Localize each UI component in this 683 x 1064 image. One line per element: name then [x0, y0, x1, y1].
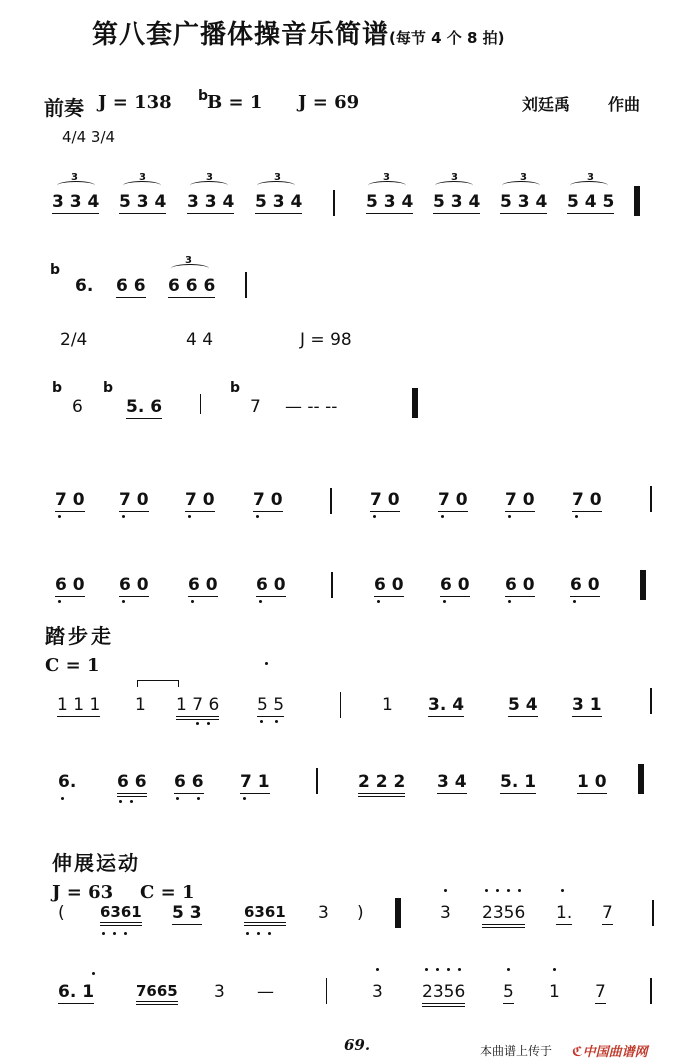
barline — [245, 272, 247, 298]
flat-icon: b — [198, 88, 209, 104]
flat-icon: b — [50, 262, 61, 278]
end-barline — [640, 570, 646, 600]
barline — [652, 900, 654, 926]
note-group: 5. 6 — [126, 397, 163, 417]
octave-dot — [425, 968, 428, 971]
note-group: 1 — [135, 695, 146, 715]
triplet-mark: 3 — [587, 172, 594, 183]
octave-dot — [575, 515, 578, 518]
triplet-mark: 3 — [274, 172, 281, 183]
note-group: 3 1 — [572, 695, 602, 715]
note-group: 5 3 4 — [433, 192, 481, 212]
note-group: 7 0 — [505, 490, 535, 510]
triplet-mark: 3 — [383, 172, 390, 183]
tie-arc — [502, 181, 540, 190]
note-group: 1 0 — [577, 772, 607, 792]
note-group: 6 — [72, 397, 83, 417]
barline — [340, 692, 341, 718]
octave-dot — [260, 720, 263, 723]
note-group: 5 5 — [257, 695, 285, 715]
octave-dot — [119, 800, 122, 803]
intro-tempo1: J = 138 — [98, 92, 172, 113]
octave-dot — [561, 889, 564, 892]
note-group: 6 6 — [116, 276, 146, 296]
note-group: 1 7 6 — [176, 695, 219, 720]
note-group: 3 — [214, 982, 225, 1002]
note-group: 5 3 4 — [119, 192, 167, 212]
octave-dot — [58, 600, 61, 603]
tie-arc — [123, 181, 161, 190]
tie-arc — [570, 181, 608, 190]
tie-arc — [257, 181, 295, 190]
note-group: 7 0 — [253, 490, 283, 510]
note-group: 6 0 — [374, 575, 404, 595]
note-group: 6 6 — [174, 772, 204, 792]
note-group: 7665 — [136, 982, 178, 1005]
note-group: 6. — [75, 276, 94, 296]
intro-tempo2: J = 69 — [298, 92, 360, 113]
octave-dot — [496, 889, 499, 892]
barline — [316, 768, 318, 794]
note-group: 2356 — [482, 903, 525, 928]
stretch-key: C = 1 — [140, 882, 195, 903]
note-group: 6361 — [244, 903, 286, 926]
octave-dot — [124, 932, 127, 935]
note-group: ( — [58, 903, 65, 923]
octave-dot — [444, 889, 447, 892]
octave-dot — [508, 515, 511, 518]
flat-icon: b — [230, 380, 241, 396]
intro-key: B = 1 — [207, 92, 263, 113]
octave-dot — [102, 932, 105, 935]
meter-label: 4/4 3/4 — [62, 128, 116, 146]
note-group: 1 — [382, 695, 393, 715]
octave-dot — [207, 722, 210, 725]
octave-dot — [485, 889, 488, 892]
note-group: 7 0 — [55, 490, 85, 510]
note-group: 6 0 — [505, 575, 535, 595]
octave-dot — [436, 968, 439, 971]
triplet-mark: 3 — [451, 172, 458, 183]
note-group: 5 — [503, 982, 514, 1002]
note-group: 6. — [58, 772, 77, 792]
octave-dot — [259, 600, 262, 603]
note-group: 7 0 — [572, 490, 602, 510]
note-group: 3 — [372, 982, 383, 1002]
note-group: 5 4 — [508, 695, 538, 715]
note-group: 2 2 2 — [358, 772, 405, 797]
octave-dot — [447, 968, 450, 971]
octave-dot — [113, 932, 116, 935]
note-group: 3. 4 — [428, 695, 465, 715]
barline — [330, 488, 332, 514]
octave-dot — [441, 515, 444, 518]
composer-credit: 作曲 — [608, 95, 641, 114]
octave-dot — [197, 797, 200, 800]
tie-arc — [171, 264, 209, 273]
triplet-mark: 3 — [71, 172, 78, 183]
end-barline — [412, 388, 418, 418]
note-group: 7 0 — [438, 490, 468, 510]
octave-dot — [176, 797, 179, 800]
note-group: ) — [357, 903, 364, 923]
note-group: 5 3 — [172, 903, 202, 923]
octave-dot — [130, 800, 133, 803]
page-title: 第八套广播体操音乐简谱(每节 4 个 8 拍) — [92, 20, 505, 50]
flat-icon: b — [52, 380, 63, 396]
triplet-mark: 3 — [206, 172, 213, 183]
octave-dot — [458, 968, 461, 971]
octave-dot — [122, 515, 125, 518]
octave-dot — [275, 720, 278, 723]
octave-dot — [265, 662, 268, 665]
logo-icon: ℭ — [572, 1045, 583, 1060]
note-group: 3 3 4 — [52, 192, 100, 212]
barline — [650, 486, 652, 512]
note-group: 6 0 — [570, 575, 600, 595]
page-number: 69. — [344, 1036, 371, 1054]
meter-change: 4 4 — [186, 330, 214, 350]
note-group: 5 4 5 — [567, 192, 615, 212]
note-group: — — [257, 982, 274, 1002]
note-group: 6. 1 — [58, 982, 95, 1002]
note-group: 6 0 — [440, 575, 470, 595]
note-group: 3 — [318, 903, 329, 923]
end-barline — [395, 898, 401, 928]
barline — [333, 190, 335, 216]
note-group: 6361 — [100, 903, 142, 926]
note-group: 7 0 — [119, 490, 149, 510]
octave-dot — [257, 932, 260, 935]
octave-dot — [92, 972, 95, 975]
tie-arc — [435, 181, 473, 190]
octave-dot — [243, 797, 246, 800]
tie-arc — [57, 181, 95, 190]
note-group: — -- -- — [285, 397, 338, 417]
octave-dot — [188, 515, 191, 518]
octave-dot — [518, 889, 521, 892]
octave-dot — [122, 600, 125, 603]
triplet-mark: 3 — [520, 172, 527, 183]
meter-change: 2/4 — [60, 330, 88, 350]
note-group: 6 0 — [55, 575, 85, 595]
octave-dot — [268, 932, 271, 935]
note-group: 7 0 — [370, 490, 400, 510]
note-group: 3 3 4 — [187, 192, 235, 212]
tie-arc — [137, 680, 179, 687]
note-group: 6 0 — [256, 575, 286, 595]
title-note: (每节 4 个 8 拍) — [389, 29, 505, 47]
barline — [650, 978, 652, 1004]
octave-dot — [191, 600, 194, 603]
tie-arc — [368, 181, 406, 190]
note-group: 5 3 4 — [500, 192, 548, 212]
barline — [200, 394, 201, 414]
intro-label: 前奏 — [44, 96, 84, 120]
octave-dot — [553, 968, 556, 971]
octave-dot — [58, 515, 61, 518]
end-barline — [638, 764, 644, 794]
octave-dot — [246, 932, 249, 935]
end-barline — [634, 186, 640, 216]
note-group: 3 — [440, 903, 451, 923]
barline — [650, 688, 652, 714]
note-group: 7 1 — [240, 772, 270, 792]
note-group: 5 3 4 — [366, 192, 414, 212]
note-group: 6 0 — [119, 575, 149, 595]
octave-dot — [373, 515, 376, 518]
flat-icon: b — [103, 380, 114, 396]
barline — [331, 572, 333, 598]
octave-dot — [377, 600, 380, 603]
stretch-tempo: J = 63 — [52, 882, 114, 903]
barline — [326, 978, 327, 1004]
site-logo — [572, 1041, 648, 1060]
octave-dot — [507, 889, 510, 892]
march-key: C = 1 — [45, 655, 100, 676]
triplet-mark: 3 — [185, 255, 192, 266]
note-group: 7 — [250, 397, 261, 417]
triplet-mark: 3 — [139, 172, 146, 183]
octave-dot — [508, 600, 511, 603]
octave-dot — [443, 600, 446, 603]
octave-dot — [376, 968, 379, 971]
note-group: 2356 — [422, 982, 465, 1007]
note-group: 7 — [595, 982, 606, 1002]
note-group: 1. — [556, 903, 573, 923]
note-group: 6 6 — [117, 772, 147, 797]
composer: 刘廷禹 — [522, 95, 571, 114]
tempo-change: J = 98 — [300, 330, 352, 350]
section-label-march: 踏步走 — [45, 624, 114, 648]
note-group: 6 6 6 — [168, 276, 216, 296]
note-group: 7 0 — [185, 490, 215, 510]
section-label-stretch: 伸展运动 — [52, 851, 140, 875]
note-group: 5 3 4 — [255, 192, 303, 212]
note-group: 6 0 — [188, 575, 218, 595]
note-group: 1 1 1 — [57, 695, 101, 715]
note-group: 3 4 — [437, 772, 467, 792]
footer-text: 本曲谱上传于 — [480, 1044, 553, 1058]
note-group: 7 — [602, 903, 613, 923]
tie-arc — [190, 181, 228, 190]
site-name: 中国曲谱网 — [582, 1045, 648, 1060]
octave-dot — [573, 600, 576, 603]
note-group: 1 — [549, 982, 560, 1002]
note-group: 5. 1 — [500, 772, 537, 792]
octave-dot — [61, 797, 64, 800]
octave-dot — [196, 722, 199, 725]
octave-dot — [256, 515, 259, 518]
octave-dot — [507, 968, 510, 971]
